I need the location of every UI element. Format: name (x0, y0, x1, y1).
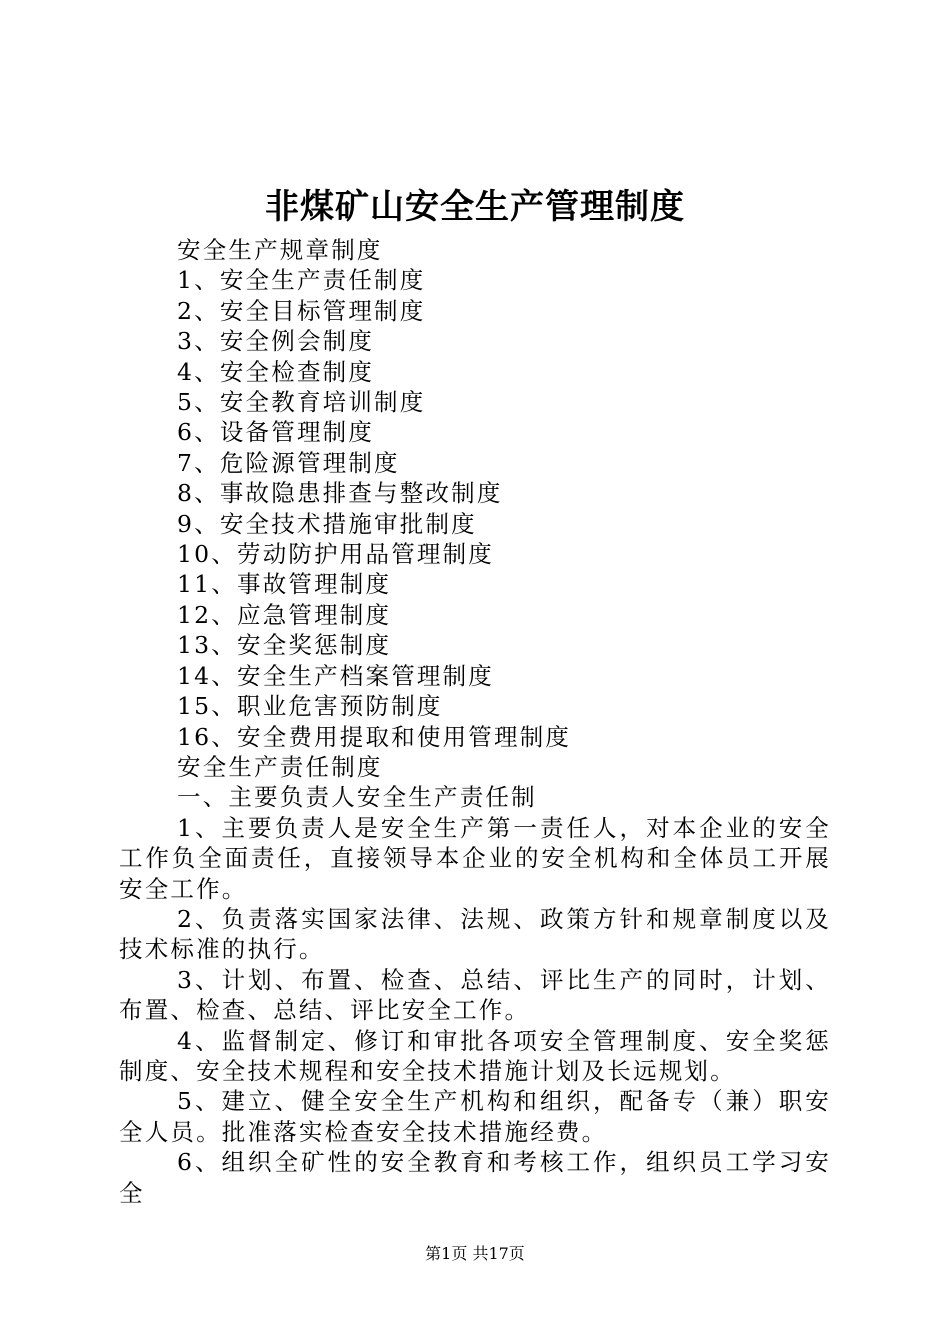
list-item: 4、安全检查制度 (177, 357, 375, 386)
list-item: 15、职业危害预防制度 (177, 692, 443, 721)
paragraph: 6、组织全矿性的安全教育和考核工作，组织员工学习安全 (119, 1148, 831, 1207)
list-item: 16、安全费用提取和使用管理制度 (177, 722, 572, 751)
section-heading: 安全生产责任制度 (177, 752, 383, 781)
list-item: 14、安全生产档案管理制度 (177, 661, 495, 690)
list-item: 9、安全技术措施审批制度 (177, 509, 477, 538)
list-item: 11、事故管理制度 (177, 570, 392, 599)
page-number: 第1页 共17页 (425, 1244, 525, 1263)
paragraph: 5、建立、健全安全生产机构和组织，配备专（兼）职安全人员。批准落实检查安全技术措施经费。 (119, 1087, 831, 1146)
paragraph: 3、计划、布置、检查、总结、评比生产的同时，计划、布置、检查、总结、评比安全工作。 (119, 965, 831, 1025)
paragraph: 1、主要负责人是安全生产第一责任人，对本企业的安全工作负全面责任，直接领导本企业的安全机构和全体员工开展安全工作。 (119, 813, 831, 903)
list-item: 6、设备管理制度 (177, 418, 375, 447)
list-item: 7、危险源管理制度 (177, 448, 400, 477)
list-item: 1、安全生产责任制度 (177, 266, 426, 295)
document-body (119, 235, 831, 1208)
paragraph: 2、负责落实国家法律、法规、政策方针和规章制度以及技术标准的执行。 (119, 904, 831, 964)
section-heading: 安全生产规章制度 (177, 236, 383, 264)
list-item: 2、安全目标管理制度 (177, 296, 426, 325)
subsection-heading: 一、主要负责人安全生产责任制 (177, 783, 537, 812)
list-item: 5、安全教育培训制度 (177, 388, 426, 417)
list-item: 13、安全奖惩制度 (177, 631, 392, 660)
list-item: 3、安全例会制度 (177, 327, 375, 356)
list-item: 10、劳动防护用品管理制度 (177, 540, 495, 569)
document-title: 非煤矿山安全生产管理制度 (265, 187, 685, 227)
list-item: 8、事故隐患排查与整改制度 (177, 479, 503, 508)
list-item: 12、应急管理制度 (177, 600, 392, 629)
paragraph: 4、监督制定、修订和审批各项安全管理制度、安全奖惩制度、安全技术规程和安全技术措施计划及长远规划。 (119, 1026, 831, 1085)
